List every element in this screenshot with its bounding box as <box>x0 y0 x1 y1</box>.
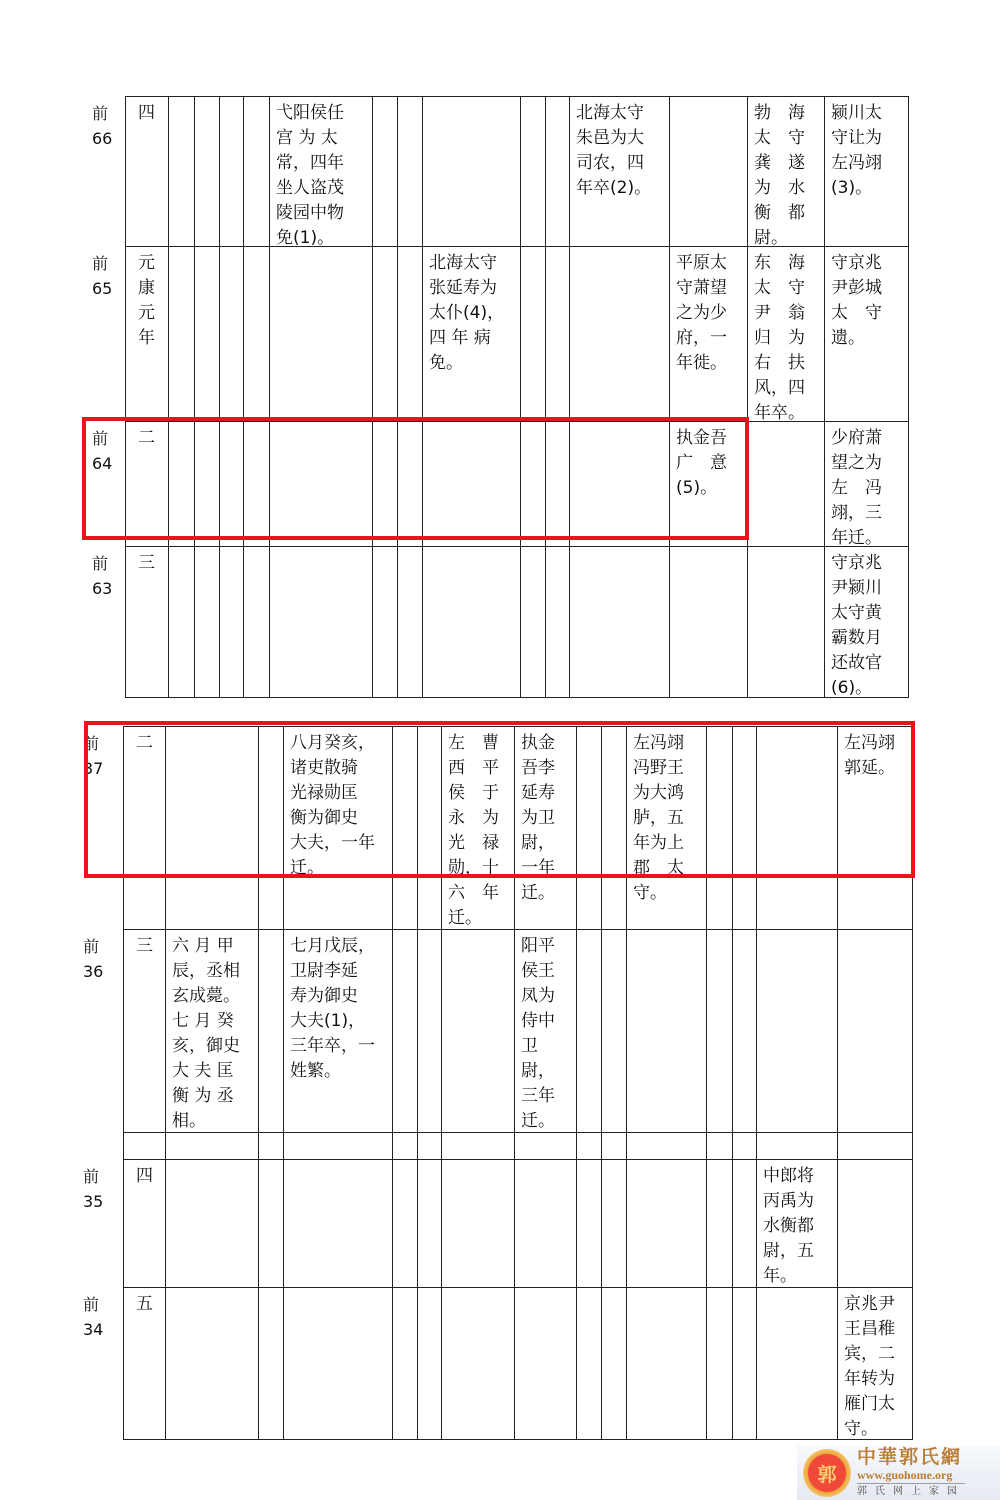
row-year-label: 前 35 <box>83 1167 104 1211</box>
cell-text: 阳平 侯王 凤为 侍中 卫 尉， 三年 迁。 <box>521 936 555 1131</box>
table-cell <box>283 1132 393 1160</box>
table-cell <box>125 546 169 698</box>
cell-text: 平原太 守萧望 之为少 府，一 年徙。 <box>676 253 727 373</box>
table-cell <box>732 1287 757 1440</box>
row-year-label: 前 37 <box>83 734 104 778</box>
table-cell <box>165 929 259 1133</box>
table-cell <box>283 1287 393 1440</box>
cell-text: 七月戊辰， 卫尉李延 寿为御史 大夫(1)， 三年卒，一 姓繁。 <box>290 936 375 1081</box>
table-cell <box>514 1287 577 1440</box>
table-cell <box>545 246 570 422</box>
table-cell <box>747 421 825 547</box>
table-cell <box>601 1132 627 1160</box>
row-year-label: 前 63 <box>92 554 113 598</box>
table-cell <box>669 246 748 422</box>
table-cell <box>747 246 825 422</box>
table-cell <box>514 1159 577 1288</box>
table-cell <box>243 246 270 422</box>
table-cell <box>397 246 423 422</box>
table-cell <box>441 1159 515 1288</box>
table-cell <box>194 96 220 247</box>
table-cell <box>756 929 838 1133</box>
row-year-label: 前 64 <box>92 429 113 473</box>
table-cell <box>756 1159 838 1288</box>
table-cell <box>372 546 398 698</box>
cell-text: 左 曹 西 平 侯 于 永 为 光 禄 勋，十 六 年 迁。 <box>448 733 499 928</box>
table-cell <box>392 1159 418 1288</box>
table-cell <box>397 546 423 698</box>
table-cell <box>165 1132 259 1160</box>
row-year-label: 前 66 <box>92 104 113 148</box>
table-cell <box>258 1132 284 1160</box>
table-cell <box>392 929 418 1133</box>
table-cell <box>417 929 442 1133</box>
table-cell <box>258 1159 284 1288</box>
table-cell <box>706 1159 733 1288</box>
table-cell <box>125 96 169 247</box>
cell-text: 颍川太 守让为 左冯翊 (3)。 <box>831 103 882 198</box>
cell-text: 少府萧 望之为 左 冯 翊，三 年迁。 <box>831 428 882 548</box>
table-cell <box>417 1287 442 1440</box>
table-cell <box>194 246 220 422</box>
table-cell <box>422 246 521 422</box>
cell-text: 勃 海 太 守 龚 遂 为 水 衡 都 尉。 <box>754 103 805 248</box>
table-cell <box>219 546 244 698</box>
table-cell <box>576 1132 602 1160</box>
reign-year-text: 四 <box>138 103 155 123</box>
table-cell <box>243 96 270 247</box>
table-cell <box>756 1287 838 1440</box>
table-cell <box>824 421 909 547</box>
row-year-label: 前 65 <box>92 254 113 298</box>
table-cell <box>422 546 521 698</box>
reign-year-text: 三 <box>136 936 153 956</box>
table-cell <box>824 96 909 247</box>
table-cell <box>258 929 284 1133</box>
seal-icon: 郭 <box>803 1449 851 1497</box>
table-cell <box>441 929 515 1133</box>
table-cell <box>269 546 373 698</box>
cell-text: 守京兆 尹彭城 太 守 遗。 <box>831 253 882 348</box>
table-cell <box>243 546 270 698</box>
table-cell <box>441 1132 515 1160</box>
table-cell <box>283 1159 393 1288</box>
table-cell <box>219 96 244 247</box>
cell-text: 东 海 太 守 尹 翁 归 为 右 扶 风，四 年卒。 <box>754 253 805 423</box>
table-cell <box>123 1287 166 1440</box>
table-cell <box>392 1132 418 1160</box>
table-cell <box>165 1287 259 1440</box>
reign-year-text: 四 <box>136 1166 153 1186</box>
table-cell <box>601 929 627 1133</box>
highlight-box-row-64 <box>82 417 749 540</box>
table-cell <box>194 546 220 698</box>
row-year-label: 前 34 <box>83 1295 104 1339</box>
reign-year-text: 二 <box>136 733 153 753</box>
table-cell <box>125 246 169 422</box>
table-cell <box>397 96 423 247</box>
table-cell <box>576 929 602 1133</box>
table-cell <box>669 96 748 247</box>
table-cell <box>601 1159 627 1288</box>
table-cell <box>837 1132 913 1160</box>
table-cell <box>706 1132 733 1160</box>
table-cell <box>219 246 244 422</box>
table-cell <box>747 546 825 698</box>
table-cell <box>732 1132 757 1160</box>
table-cell <box>569 96 670 247</box>
table-cell <box>165 1159 259 1288</box>
table-cell <box>626 1159 707 1288</box>
highlight-box-row-37 <box>84 721 915 878</box>
table-cell <box>824 246 909 422</box>
reign-year-text: 三 <box>138 553 155 573</box>
cell-text: 北海太守 张延寿为 太仆(4)， 四 年 病 免。 <box>429 253 505 373</box>
cell-text: 六 月 甲 辰，丞相 玄成薨。 七 月 癸 亥，御史 大 夫 匡 衡 为 丞 相。 <box>172 936 240 1131</box>
table-cell <box>824 546 909 698</box>
reign-year-text: 二 <box>138 428 155 448</box>
table-cell <box>520 246 546 422</box>
table-cell <box>520 96 546 247</box>
cell-text: 京兆尹 王昌稚 宾，二 年转为 雁门太 守。 <box>844 1294 895 1439</box>
cell-text: 执金吾 广 意 (5)。 <box>676 428 727 498</box>
cell-text: 北海太守 朱邑为大 司农，四 年卒(2)。 <box>576 103 652 198</box>
row-year-label: 前 36 <box>83 937 104 981</box>
cell-text: 守京兆 尹颍川 太守黄 霸数月 还故官 (6)。 <box>831 553 882 698</box>
table-cell <box>392 1287 418 1440</box>
watermark-tagline: 郭氏网上家园 <box>857 1483 965 1498</box>
table-cell <box>123 1132 166 1160</box>
table-cell <box>123 1159 166 1288</box>
watermark-brand: 中華郭氏網 <box>857 1446 963 1468</box>
table-cell <box>422 96 521 247</box>
table-cell <box>601 1287 627 1440</box>
cell-text: 八月癸亥， 诸吏散骑 光禄勋匡 衡为御史 大夫，一年 迁。 <box>290 733 375 878</box>
cell-text: 弋阳侯任 宫 为 太 常，四年 坐人盗茂 陵园中物 免(1)。 <box>276 103 344 248</box>
table-cell <box>706 1287 733 1440</box>
cell-text: 执金 吾李 延寿 为卫 尉， 一年 迁。 <box>521 733 555 903</box>
table-cell <box>520 546 546 698</box>
cell-text: 中郎将 丙禹为 水衡都 尉，五 年。 <box>763 1166 814 1286</box>
cell-text: 左冯翊 郭延。 <box>844 733 895 778</box>
table-cell <box>417 1132 442 1160</box>
table-cell <box>372 246 398 422</box>
table-cell <box>837 1287 913 1440</box>
table-cell <box>283 929 393 1133</box>
table-cell <box>514 1132 577 1160</box>
table-cell <box>258 1287 284 1440</box>
table-cell <box>756 1132 838 1160</box>
table-cell <box>168 96 195 247</box>
table-cell <box>514 929 577 1133</box>
watermark-url: www.guohome.org <box>857 1468 953 1482</box>
table-cell <box>732 1159 757 1288</box>
table-cell <box>545 546 570 698</box>
cell-text: 左冯翊 冯野王 为大鸿 胪，五 年为上 郡 太 守。 <box>633 733 684 903</box>
table-cell <box>269 96 373 247</box>
table-cell <box>732 929 757 1133</box>
table-cell <box>576 1287 602 1440</box>
table-cell <box>441 1287 515 1440</box>
table-cell <box>576 1159 602 1288</box>
table-cell <box>569 546 670 698</box>
table-cell <box>747 96 825 247</box>
watermark-logo <box>797 1446 1000 1500</box>
table-cell <box>569 246 670 422</box>
table-cell <box>626 1287 707 1440</box>
table-cell <box>168 246 195 422</box>
table-cell <box>372 96 398 247</box>
table-cell <box>168 546 195 698</box>
table-cell <box>626 929 707 1133</box>
reign-year-text: 五 <box>136 1294 153 1314</box>
table-cell <box>123 929 166 1133</box>
table-cell <box>837 1159 913 1288</box>
table-cell <box>269 246 373 422</box>
table-cell <box>626 1132 707 1160</box>
table-cell <box>669 546 748 698</box>
table-cell <box>545 96 570 247</box>
table-cell <box>706 929 733 1133</box>
reign-year-text: 元 康 元 年 <box>138 253 155 348</box>
table-cell <box>837 929 913 1133</box>
table-cell <box>417 1159 442 1288</box>
